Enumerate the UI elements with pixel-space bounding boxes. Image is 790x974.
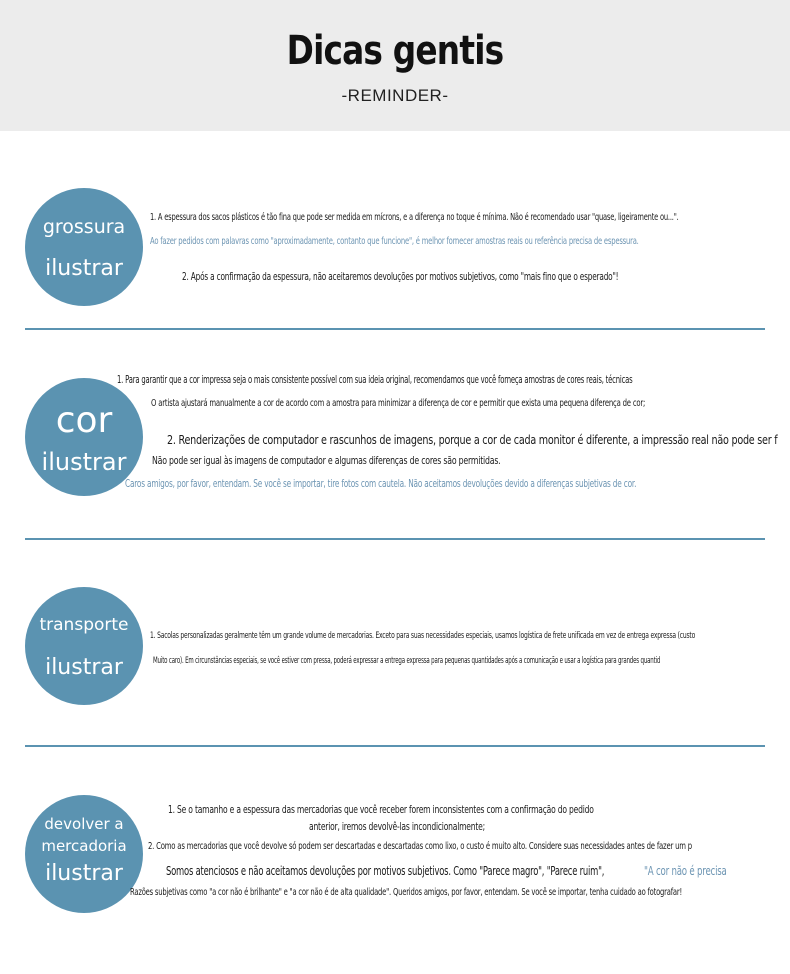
- page-subtitle: -REMINDER-: [341, 86, 449, 105]
- section-text-line: 1. Se o tamanho e a espessura das mercadorias que você receber forem inconsistentes com a confirmação do pedido: [168, 803, 594, 816]
- badge-sublabel: ilustrar: [45, 655, 123, 680]
- section-text-line: 1. A espessura dos sacos plásticos é tão fina que pode ser medida em mícrons, e a diferença no toque é mínima. Não é recomendado usar "quase, ligeiramente ou...".: [150, 212, 679, 223]
- section-divider: [25, 745, 765, 747]
- header-banner: [0, 0, 790, 131]
- section-text-line: 2. Após a confirmação da espessura, não aceitaremos devoluções por motivos subjetivos, como "mais fino que o esperado"!: [182, 270, 619, 283]
- badge-label: transporte: [39, 615, 129, 635]
- section-divider: [25, 328, 765, 330]
- section-badge-returns: [25, 795, 143, 913]
- badge-sublabel: ilustrar: [45, 256, 123, 281]
- badge-label: grossura: [42, 216, 126, 238]
- section-text-line: 2. Como as mercadorias que você devolve só podem ser descartadas e descartadas como lixo, o custo é muito alto. Considere suas necessidades antes de fazer um p: [148, 841, 692, 852]
- badge-label: devolver a: [44, 815, 124, 833]
- section-text-line: anterior, iremos devolvê-las incondicionalmente;: [309, 820, 485, 833]
- section-text-line: Caros amigos, por favor, entendam. Se você se importar, tire fotos com cautela. Não aceitamos devoluções devido a diferenças subjetivas de cor.: [125, 477, 637, 490]
- badge-label-second: mercadoria: [41, 837, 127, 855]
- badge-sublabel: ilustrar: [41, 448, 127, 476]
- section-text-line: O artista ajustará manualmente a cor de acordo com a amostra para minimizar a diferença de cor e permitir que exista uma pequena diferença de cor;: [151, 398, 646, 409]
- section-text-line: 2. Renderizações de computador e rascunhos de imagens, porque a cor de cada monitor é diferente, a impressão real não pode ser f: [167, 433, 778, 447]
- badge-label: cor: [55, 400, 113, 441]
- section-text-line: 1. Sacolas personalizadas geralmente têm um grande volume de mercadorias. Exceto para suas necessidades especiais, usamos logística de frete unificada em vez de entrega expressa (custo: [150, 631, 696, 641]
- section-badge-thickness: [25, 188, 143, 306]
- section-text-line: Ao fazer pedidos com palavras como "aproximadamente, contanto que funcione", é melhor fornecer amostras reais ou referência precisa de espessura.: [150, 236, 639, 247]
- section-text-line: Somos atenciosos e não aceitamos devoluções por motivos subjetivos. Como "Parece magro", "Parece ruim",: [166, 864, 605, 878]
- section-text-line: 1. Para garantir que a cor impressa seja o mais consistente possível com sua ideia original, recomendamos que você forneça amostras de cores reais, técnicas: [117, 373, 633, 386]
- section-divider: [25, 538, 765, 540]
- section-text-line: Muito caro). Em circunstâncias especiais, se você estiver com pressa, poderá expressar a entrega expressa para pequenas quantidades após a comunicação e usar a logística para grandes quantid: [153, 656, 661, 666]
- section-text-line: Razões subjetivas como "a cor não é brilhante" e "a cor não é de alta qualidade". Queridos amigos, por favor, entendam. Se você se importar, tenha cuidado ao fotografar!: [130, 887, 682, 898]
- badge-sublabel: ilustrar: [45, 861, 123, 886]
- section-text-line: "A cor não é precisa: [644, 864, 727, 878]
- section-badge-shipping: [25, 587, 143, 705]
- page-title: Dicas gentis: [286, 28, 504, 74]
- section-text-line: Não pode ser igual às imagens de computador e algumas diferenças de cores são permitidas.: [152, 454, 501, 467]
